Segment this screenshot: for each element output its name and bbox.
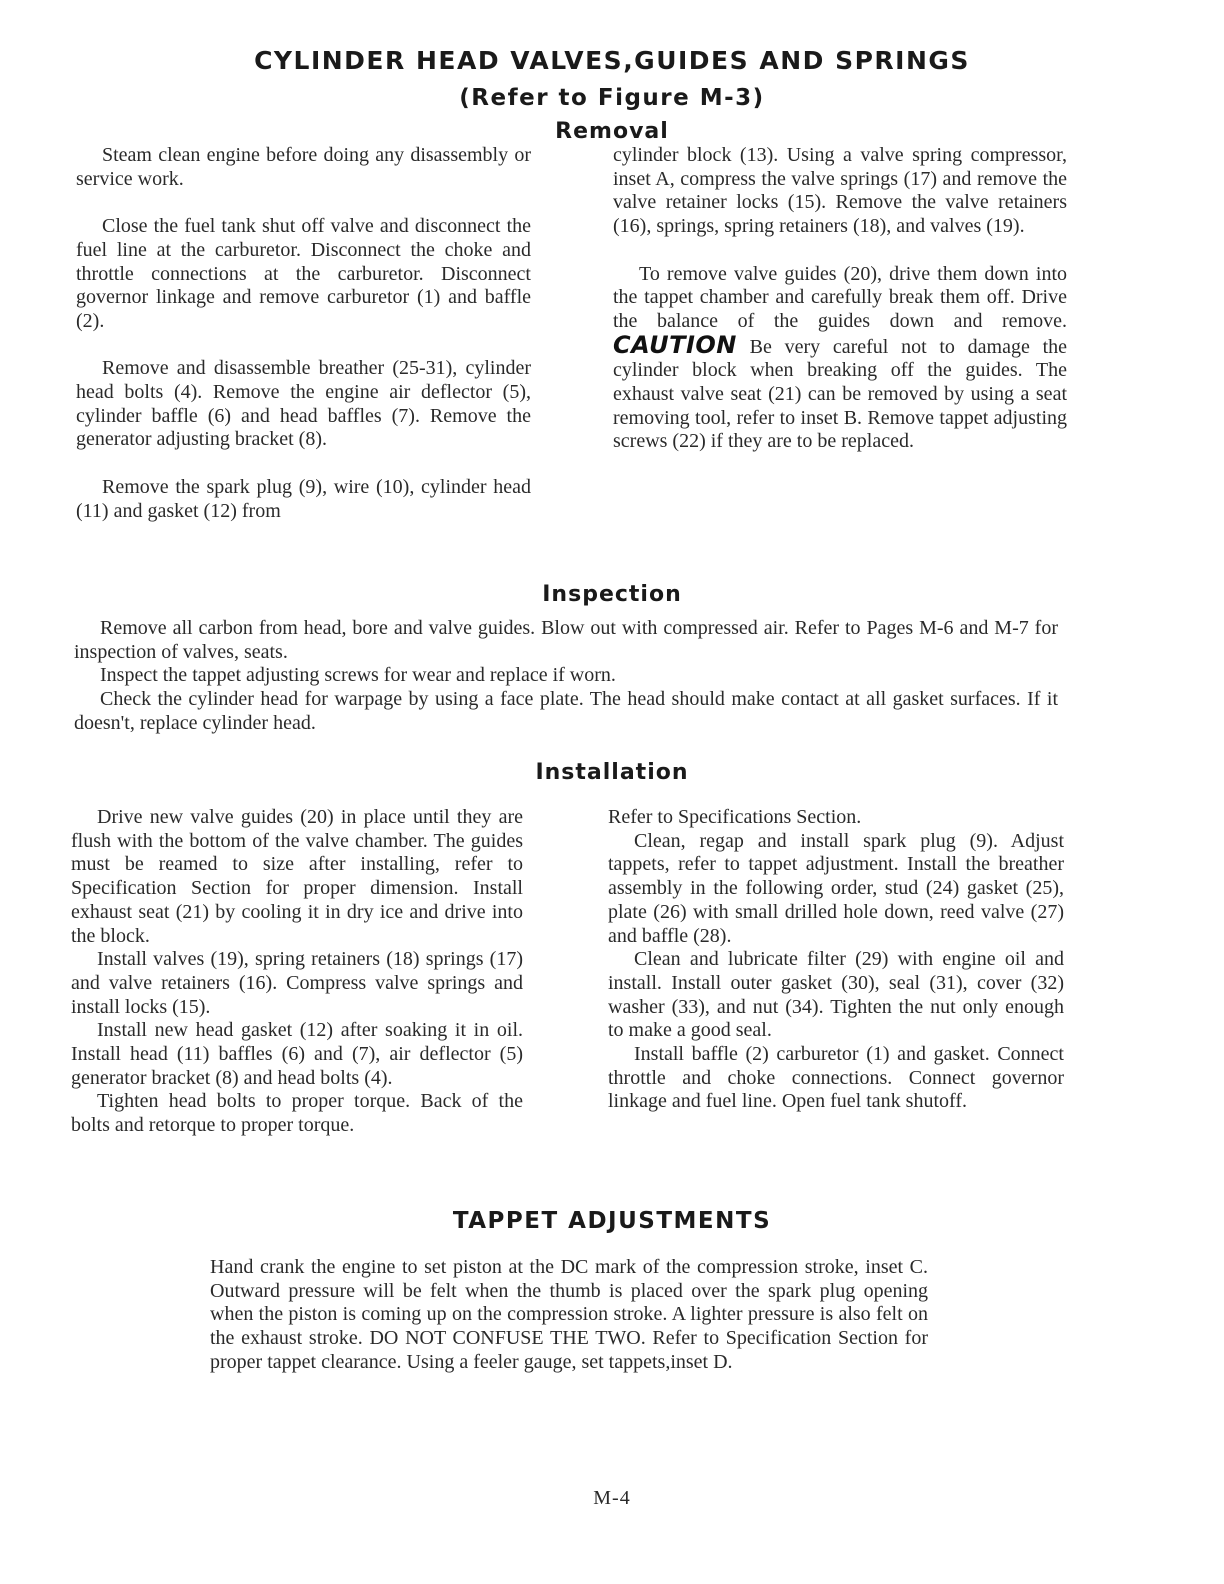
removal-left-column (76, 144, 531, 523)
paragraph: Drive new valve guides (20) in place until they are flush with the bottom of the valve chamber. The guides must be reamed to size after installing, refer to Specification Section for proper dimension. Install exhaust seat (21) by cooling it in dry ice and drive into the block. (71, 806, 523, 947)
paragraph: Install new head gasket (12) after soaking it in oil. Install head (11) baffles (6) and (7), air deflector (5) generator bracket (8) and head bolts (4). (71, 1019, 523, 1089)
page-title: CYLINDER HEAD VALVES,GUIDES AND SPRINGS (254, 46, 970, 75)
paragraph: Install baffle (2) carburetor (1) and gasket. Connect throttle and choke connections. Connect governor linkage and fuel line. Open fuel tank shutoff. (608, 1043, 1064, 1113)
caution-label: CAUTION (613, 330, 737, 359)
inspection-heading: Inspection (542, 582, 682, 607)
text-span: To remove valve guides (20), drive them down into the tappet chamber and carefully break them off. Drive the balance of the guides down and remove. (613, 262, 1067, 332)
installation-right-column (608, 806, 1064, 1114)
paragraph: Clean and lubricate filter (29) with engine oil and install. Install outer gasket (30), seal (31), cover (32) washer (33), and nut (34). Tighten the nut only enough to make a good seal. (608, 948, 1064, 1042)
paragraph: Refer to Specifications Section. (608, 806, 862, 828)
text-span: Be very careful not to damage the cylinder block when breaking off the guides. The exhaust valve seat (21) can be removed by using a seat removing tool, refer to inset B. Remove tappet adjusting screws (22) if they are to be replaced. (613, 335, 1068, 453)
paragraph: Close the fuel tank shut off valve and disconnect the fuel line at the carburetor. Disconnect the choke and throttle connections at the carburetor. Disconnect governor linkage and remove carburetor (1) and baffle (2). (76, 215, 531, 332)
paragraph: Remove and disassemble breather (25-31), cylinder head bolts (4). Remove the engine air deflector (5), cylinder baffle (6) and head baffles (7). Remove the generator adjusting bracket (8). (76, 357, 531, 451)
paragraph: Remove the spark plug (9), wire (10), cylinder head (11) and gasket (12) from (76, 475, 531, 522)
page-number: M-4 (593, 1487, 631, 1509)
paragraph: Clean, regap and install spark plug (9). Adjust tappets, refer to tappet adjustment. Install the breather assembly in the following order, stud (24) gasket (25), plate (26) with small drilled hole down, reed valve (27) and baffle (28). (608, 829, 1064, 947)
installation-left-column (71, 806, 523, 1138)
paragraph: Install valves (19), spring retainers (18) springs (17) and valve retainers (16). Compress valve springs and install locks (15). (71, 948, 523, 1018)
paragraph: Hand crank the engine to set piston at the DC mark of the compression stroke, inset C. Outward pressure will be felt when the thumb is placed over the spark plug opening when the piston is coming up on the compression stroke. A lighter pressure is also felt on the exhaust stroke. DO NOT CONFUSE THE TWO. Refer to Specification Section for proper tappet clearance. Using a feeler gauge, set tappets,inset D. (210, 1256, 928, 1373)
removal-heading: Removal (555, 119, 669, 144)
tappet-adjustments-section (210, 1256, 928, 1375)
paragraph: Steam clean engine before doing any disassembly or service work. (76, 144, 531, 190)
paragraph: Remove all carbon from head, bore and valve guides. Blow out with compressed air. Refer to Pages M-6 and M-7 for inspection of valves, seats. (74, 617, 1058, 663)
tappet-adjustments-heading: TAPPET ADJUSTMENTS (452, 1208, 772, 1234)
paragraph: Tighten head bolts to proper torque. Back of the bolts and retorque to proper torque. (71, 1090, 523, 1137)
figure-reference: (Refer to Figure M-3) (459, 85, 765, 111)
paragraph: Inspect the tappet adjusting screws for wear and replace if worn. (100, 664, 616, 687)
inspection-section (74, 617, 1058, 736)
removal-right-column (613, 144, 1067, 454)
paragraph: Check the cylinder head for warpage by using a face plate. The head should make contact at all gasket surfaces. If it doesn't, replace cylinder head. (74, 688, 1058, 734)
installation-heading: Installation (535, 760, 689, 785)
paragraph (613, 263, 1067, 455)
paragraph: cylinder block (13). Using a valve spring compressor, inset A, compress the valve springs (17) and remove the valve retainer locks (15). Remove the valve retainers (16), springs, spring retainers (18), and valves (19). (613, 144, 1067, 238)
